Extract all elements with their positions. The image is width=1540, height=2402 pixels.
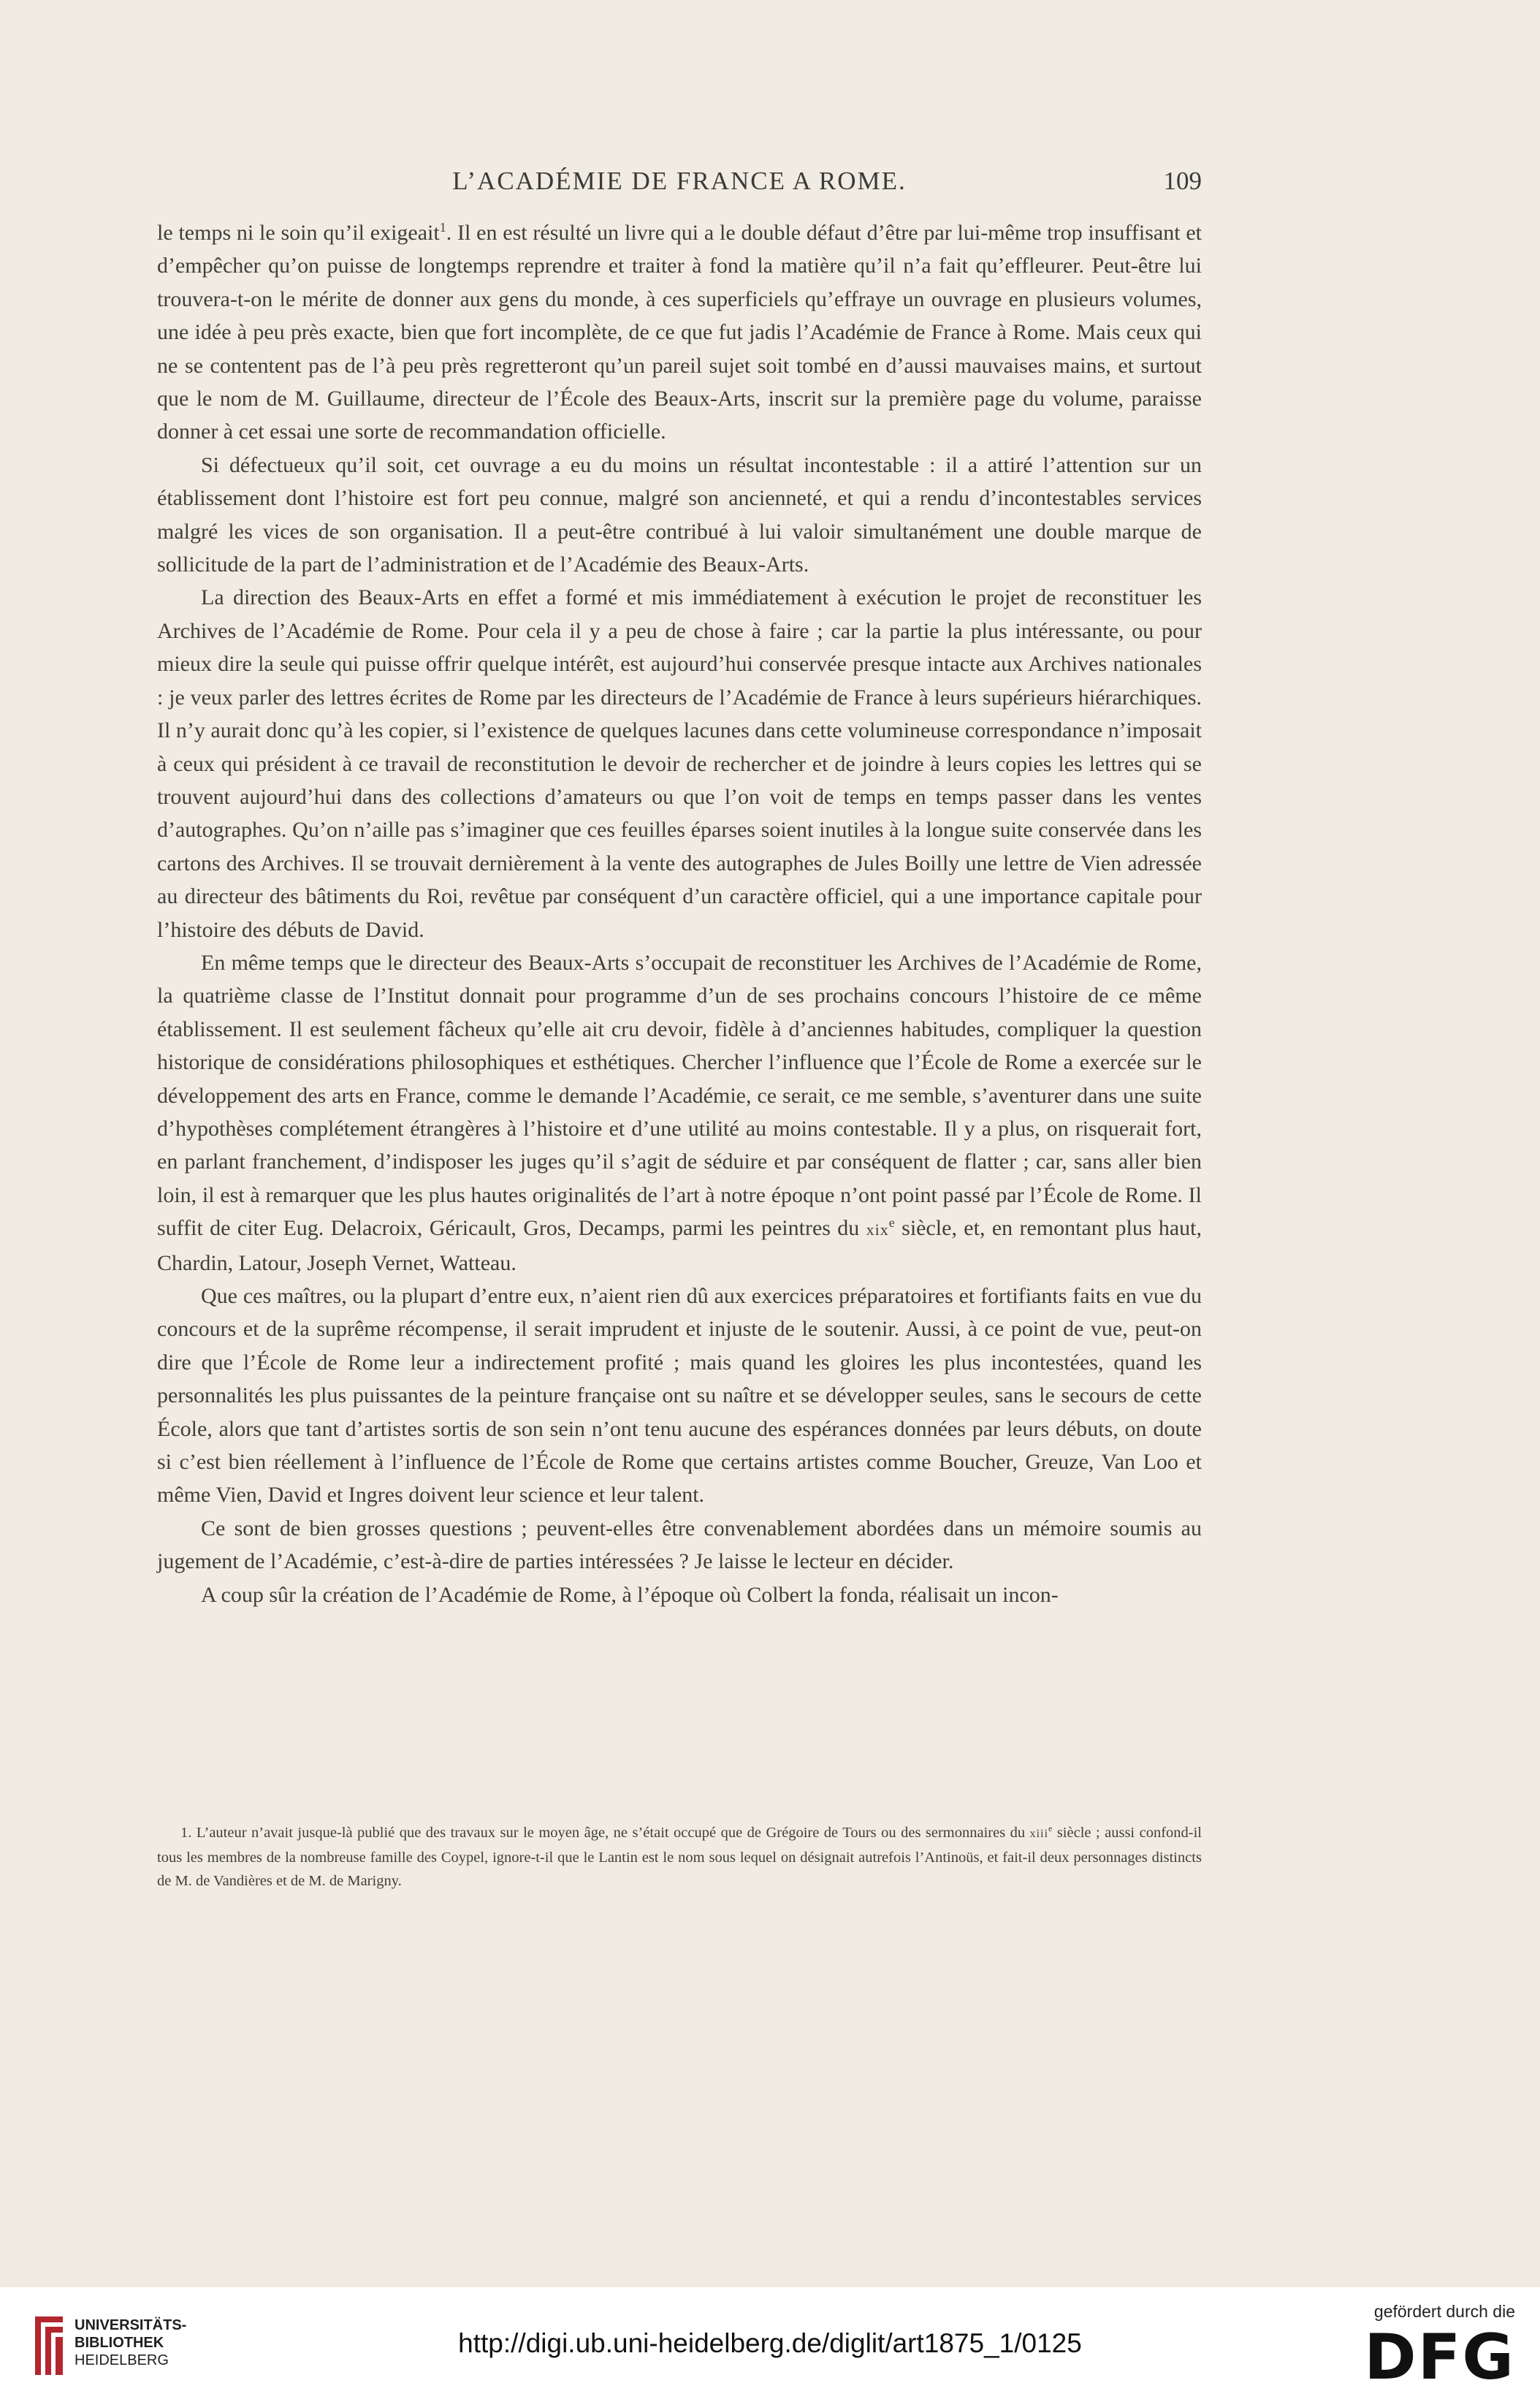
paragraph-6: Ce sont de bien grosses questions ; peuvent-elles être convenablement abordées dans un mémoire soumis au jugement de l’Académie, c’est-à-dire de parties intéressées ? Je laisse le lecteur en décider. [157, 1516, 1202, 1574]
paragraph-1 [157, 216, 1202, 449]
page-header [157, 167, 1202, 210]
paragraph-2: Si défectueux qu’il soit, cet ouvrage a eu du moins un résultat incontestable : il a attiré l’attention sur un établissement dont l’histoire est fort peu connue, malgré son ancienneté, et qui a rendu d’incontestables services malgré les vices de son organisation. Il a peut-être contribué à lui valoir simultanément une double marque de sollicitude de la part de l’administration et de l’Académie des Beaux-Arts. [157, 452, 1202, 577]
page-number: 109 [1163, 167, 1202, 195]
paragraph-7: A coup sûr la création de l’Académie de Rome, à l’époque où Colbert la fonda, réalisait un incon- [201, 1582, 1059, 1607]
paragraph-3: La direction des Beaux-Arts en effet a formé et mis immédiatement à exécution le projet de reconstituer les Archives de l’Académie de Rome. Pour cela il y a peu de chose à faire ; car la partie la plus intéressante, ou pour mieux dire la seule qui puisse offrir quelque intérêt, est aujourd’hui conservée presque intacte aux Archives nationales : je veux parler des lettres écrites de Rome par les directeurs de l’Académie de France à leurs supérieurs hiérarchiques. Il n’y aurait donc qu’à les copier, si l’existence de quelques lacunes dans cette volumineuse correspondance n’imposait à ceux qui président à ce travail de reconstitution le devoir de rechercher et de joindre à leurs copies les lettres qui se trouvent aujourd’hui dans des collections d’amateurs ou que l’on voit de temps en temps passer dans les ventes d’autographes. Qu’on n’aille pas s’imaginer que ces feuilles éparses soient inutiles à la longue suite conservée dans les cartons des Archives. Il se trouvait dernièrement à la vente des autographes de Jules Boilly une lettre de Vien adressée au directeur des bâtiments du Roi, revêtue par conséquent d’un caractère officiel, qui a une importance capitale pour l’histoire des débuts de David. [157, 585, 1202, 942]
library-name-line-2: BIBLIOTHEK [75, 2335, 164, 2351]
century-superscript: e [888, 1215, 895, 1231]
funding-notice [1364, 2302, 1515, 2392]
footnote-reference: 1 [439, 220, 446, 235]
century-numeral: xix [866, 1220, 889, 1239]
library-name-line-3: HEIDELBERG [75, 2352, 169, 2368]
footnote-text-a: L’auteur n’avait jusque-là publié que des travaux sur le moyen âge, ne s’était occupé que de Grégoire de Tours ou des sermonnaires du [191, 1825, 1026, 1841]
paragraph-4-text-b: siècle, et, en remontant plus haut, Chardin, Latour, Joseph Vernet, Watteau. [157, 1216, 1202, 1275]
viewer-footer [0, 2287, 1540, 2402]
library-name-line-1: UNIVERSITÄTS- [75, 2317, 187, 2333]
funding-label: gefördert durch die [1373, 2302, 1515, 2321]
dfg-logo: DFG [1364, 2321, 1515, 2394]
running-title: L’ACADÉMIE DE FRANCE A ROME. [452, 167, 907, 195]
paragraph-5: Que ces maîtres, ou la plupart d’entre eux, n’aient rien dû aux exercices préparatoires et fortifiants faits en vue du concours et de la suprême récompense, il serait imprudent et injuste de le soutenir. Aussi, à ce point de vue, peut-on dire que l’École de Rome leur a indirectement profité ; mais quand les gloires les plus incontestées, quand les personnalités les plus puissantes de la peinture française ont su naître et se développer seules, sans le secours de cette École, alors que tant d’artistes sortis de son sein n’ont tenu aucune des espérances données par leurs débuts, on doute si c’est bien réellement à l’influence de l’École de Rome que certains artistes comme Boucher, Greuze, Van Loo et même Vien, David et Ingres doivent leur science et leur talent. [157, 1284, 1202, 1508]
footnote-century-superscript: e [1048, 1823, 1053, 1834]
permalink-url[interactable]: http://digi.ub.uni-heidelberg.de/diglit/art1875_1/0125 [458, 2328, 1082, 2358]
footnote-text-b: siècle ; aussi confond-il tous les membres de la nombreuse famille des Coypel, ignore-t-il que le Lantin est le nom sous lequel on désignait autrefois l’Antinoüs, et fait-il deux personnages distincts de M. de Vandières et de M. de Marigny. [157, 1825, 1202, 1889]
paragraph-1-text-b: . Il en est résulté un livre qui a le double défaut d’être par lui-même trop insuffisant et d’empêcher qu’on puisse de longtemps reprendre et traiter à fond la matière qu’il n’a fait qu’effleurer. Peut-être lui trouvera-t-on le mérite de donner aux gens du monde, à ces superficiels qu’effraye un ouvrage en plusieurs volumes, une idée à peu près exacte, bien que fort incomplète, de ce que fut jadis l’Académie de France à Rome. Mais ceux qui ne se contentent pas de l’à peu près regretteront qu’un pareil sujet soit tombé en d’aussi mauvaises mains, et surtout que le nom de M. Guillaume, directeur de l’École des Beaux-Arts, inscrit sur la première page du volume, paraisse donner à cet essai une sorte de recommandation officielle. [157, 221, 1202, 444]
footnote-century-numeral: xiii [1029, 1828, 1049, 1840]
footnote-number: 1. [180, 1825, 192, 1841]
footnote [157, 1821, 1202, 1893]
paragraph-4-text-a: En même temps que le directeur des Beaux-Arts s’occupait de reconstituer les Archives de l’Académie de Rome, la quatrième classe de l’Institut donnait pour programme d’un de ses prochains concours l’histoire de ce même établissement. Il est seulement fâcheux qu’elle ait cru devoir, fidèle à d’anciennes habitudes, compliquer la question historique de considérations philosophiques et esthétiques. Chercher l’influence que l’École de Rome a exercée sur le développement des arts en France, comme le demande l’Académie, ce serait, ce me semble, s’aventurer dans une suite d’hypothèses complétement étrangères à l’histoire et d’une utilité au moins contestable. Il y a plus, on risquerait fort, en parlant franchement, d’indisposer les juges qu’il s’agit de séduire et par conséquent de flatter ; car, sans aller bien loin, il est à remarquer que les plus hautes originalités de l’art à notre époque n’ont point passé par l’École de Rome. Il suffit de citer Eug. Delacroix, Géricault, Gros, Decamps, parmi les peintres du [157, 950, 1202, 1241]
paragraph-1-text-a: le temps ni le soin qu’il exigeait [157, 221, 440, 245]
paragraph-4 [157, 946, 1202, 1280]
body-text [157, 216, 1202, 1611]
